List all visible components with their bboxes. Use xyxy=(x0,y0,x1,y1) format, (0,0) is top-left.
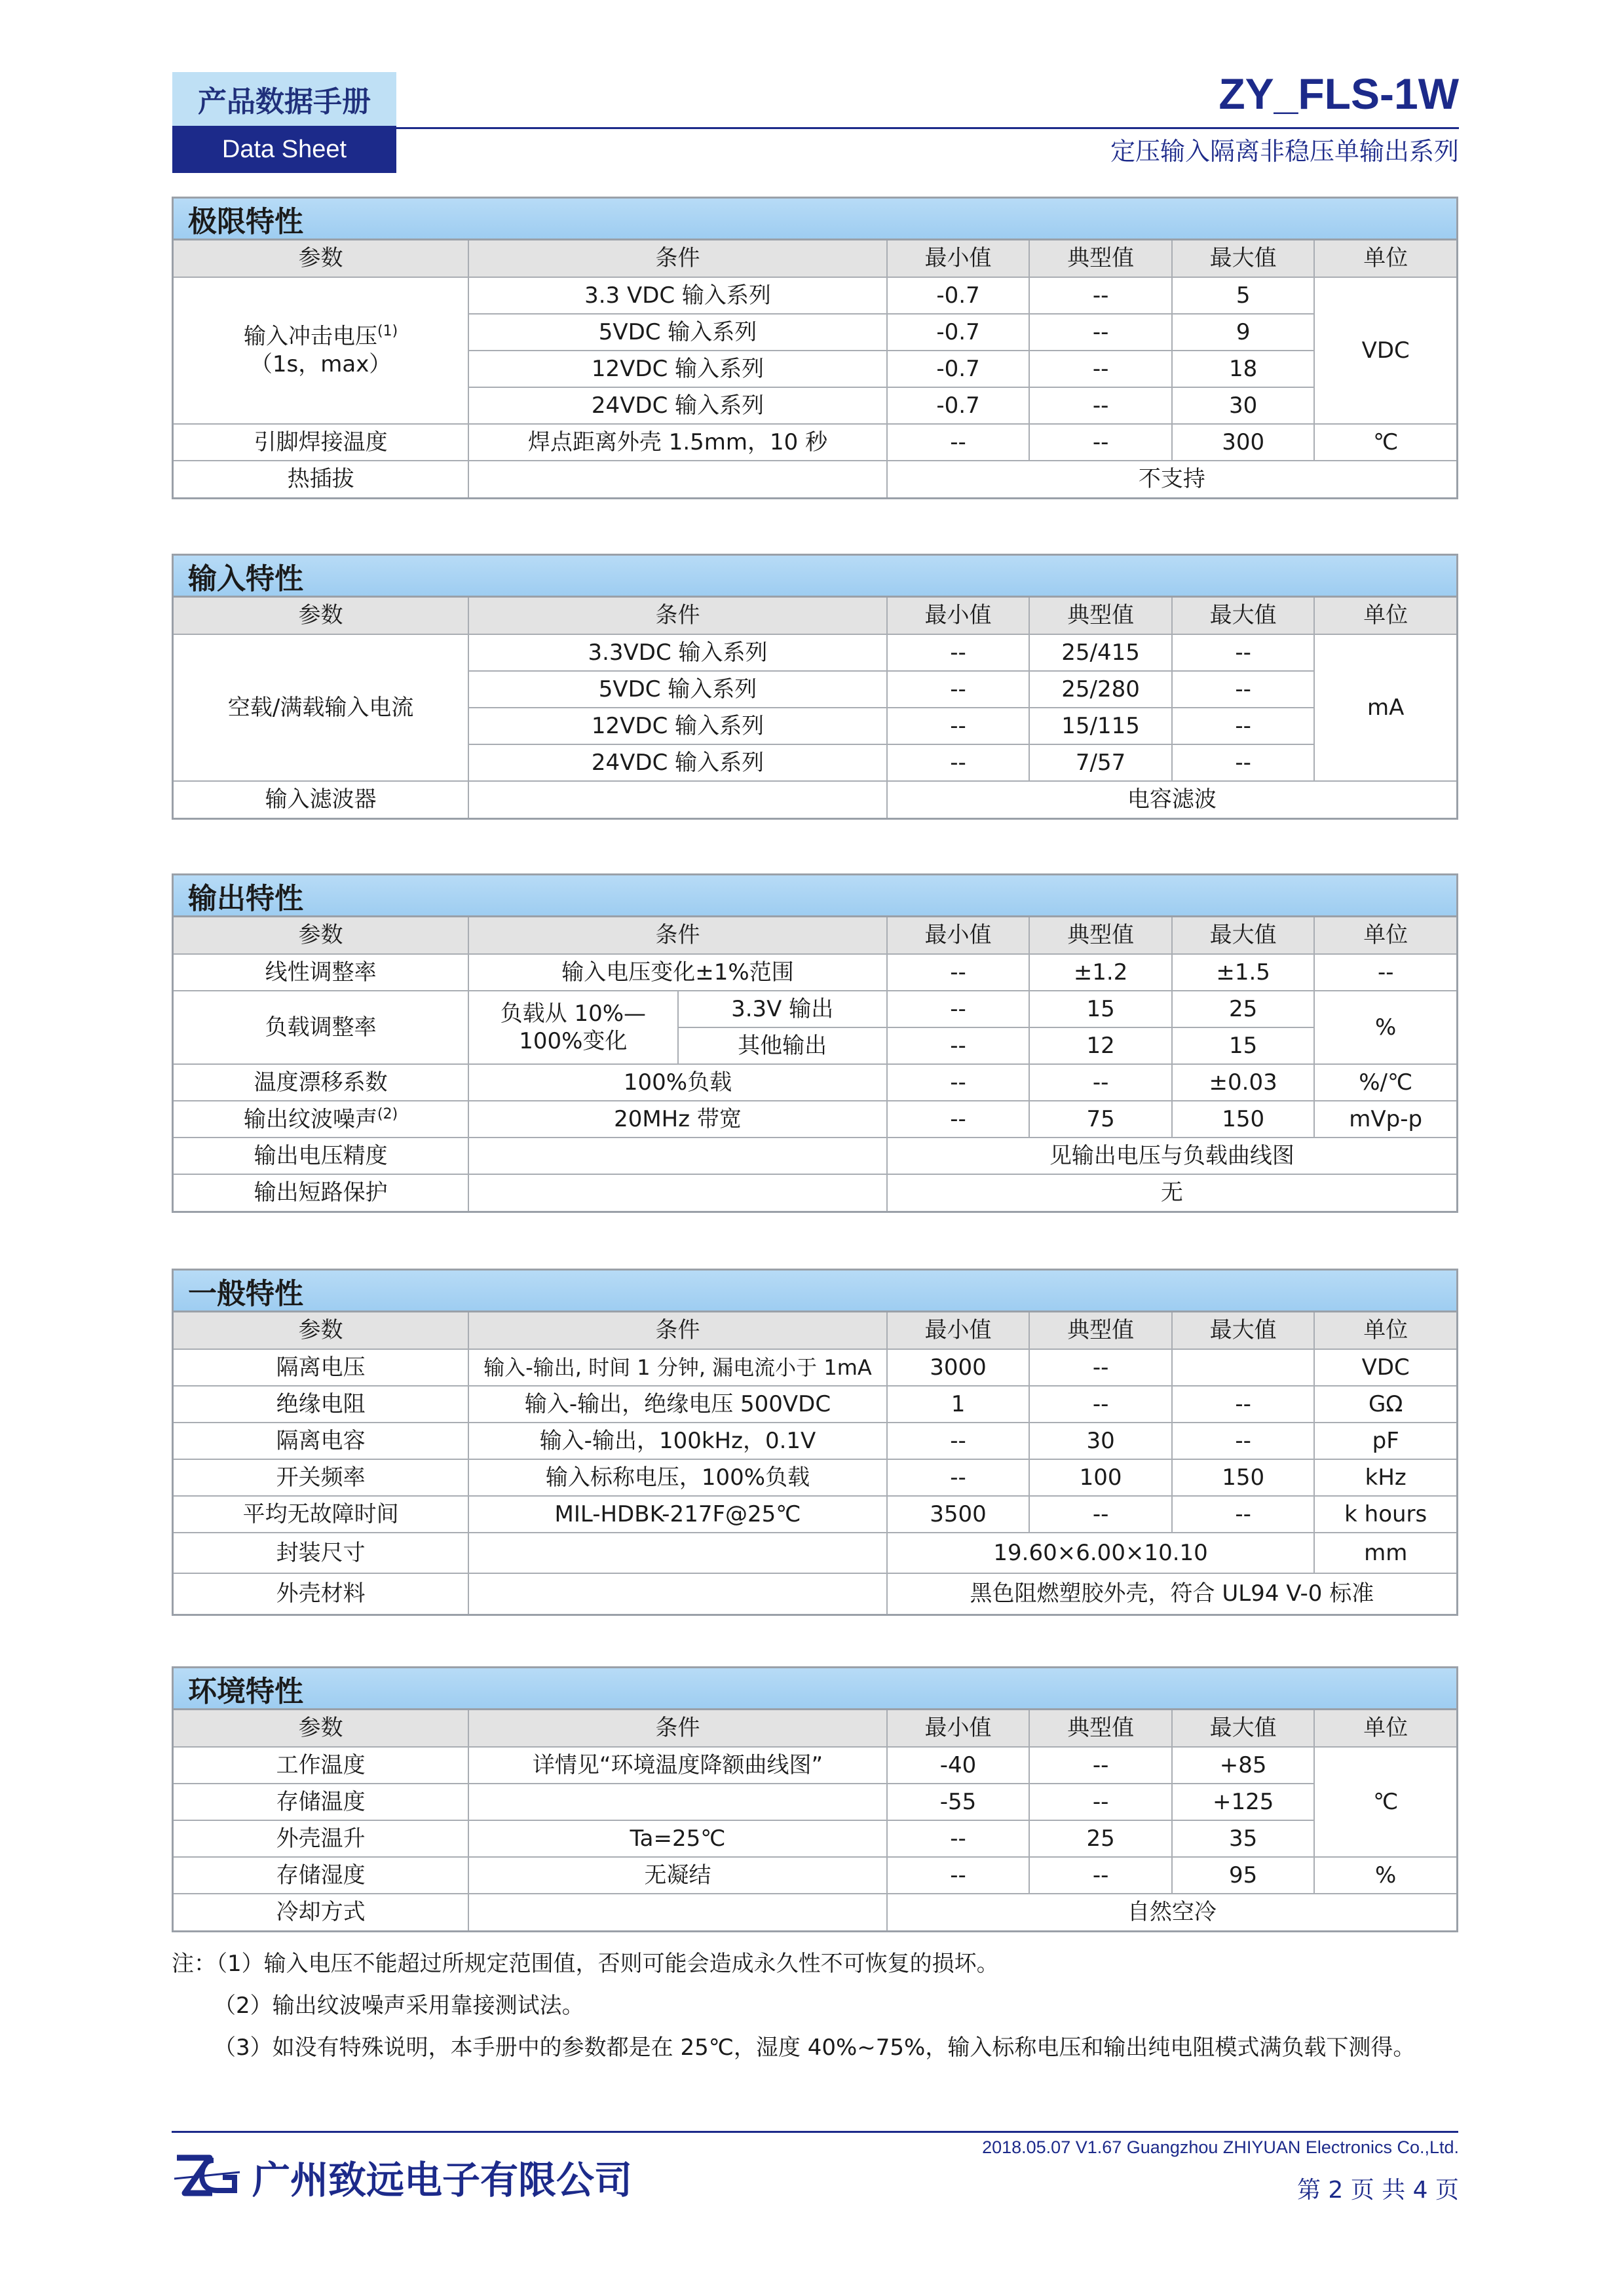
typ-cell: -- xyxy=(1029,424,1172,461)
cond-cell: 20MHz 带宽 xyxy=(468,1101,887,1138)
unit-cell: VDC xyxy=(1314,277,1456,424)
value-cell: 不支持 xyxy=(887,461,1456,497)
col-max: 最大值 xyxy=(1172,240,1315,277)
output-section xyxy=(172,873,1458,1213)
input-table xyxy=(174,598,1456,818)
output-table xyxy=(174,917,1456,1211)
general-table xyxy=(174,1312,1456,1614)
cond-cell: 焊点距离外壳 1.5mm，10 秒 xyxy=(468,424,887,461)
surge-param xyxy=(174,277,468,424)
unit-cell: % xyxy=(1314,1857,1456,1894)
table-row xyxy=(174,781,1456,818)
typ-cell: -- xyxy=(1029,351,1172,387)
col-param: 参数 xyxy=(174,598,468,634)
max-cell: 95 xyxy=(1172,1857,1315,1894)
max-cell: ±1.5 xyxy=(1172,954,1315,991)
unit-cell: -- xyxy=(1314,954,1456,991)
typ-cell: -- xyxy=(1029,1784,1172,1820)
min-cell: -- xyxy=(887,424,1030,461)
param-cell: 输入滤波器 xyxy=(174,781,468,818)
value-cell: 见输出电压与负载曲线图 xyxy=(887,1138,1456,1174)
table-row xyxy=(174,1459,1456,1496)
table-header xyxy=(174,1710,1456,1747)
typ-cell: 75 xyxy=(1029,1101,1172,1138)
col-min: 最小值 xyxy=(887,917,1030,954)
col-typ: 典型值 xyxy=(1029,598,1172,634)
col-cond: 条件 xyxy=(468,1710,887,1747)
col-unit: 单位 xyxy=(1314,1710,1456,1747)
table-row xyxy=(174,1138,1456,1174)
typ-cell: 25/280 xyxy=(1029,671,1172,708)
param-text: （1s，max） xyxy=(250,351,392,378)
footnote-ref: (2) xyxy=(377,1105,398,1122)
cond-cell xyxy=(468,1573,887,1614)
max-cell: 35 xyxy=(1172,1820,1315,1857)
footnote-3: （3）如没有特殊说明，本手册中的参数都是在 25℃，湿度 40%~75%，输入标称电压和输出纯电阻模式满负载下测得。 xyxy=(214,2035,1416,2061)
cond-cell xyxy=(468,1138,887,1174)
min-cell: -- xyxy=(887,991,1030,1027)
table-header xyxy=(174,240,1456,277)
value-cell: 自然空冷 xyxy=(887,1894,1456,1930)
cond-cell: 输入-输出，绝缘电压 500VDC xyxy=(468,1386,887,1423)
section-title: 环境特性 xyxy=(174,1668,1456,1710)
cond-cell: 5VDC 输入系列 xyxy=(468,671,887,708)
col-cond: 条件 xyxy=(468,1312,887,1349)
col-cond: 条件 xyxy=(468,917,887,954)
table-row xyxy=(174,1573,1456,1614)
table-row xyxy=(174,1820,1456,1857)
cond-cell: 输入-输出，100kHz，0.1V xyxy=(468,1423,887,1459)
col-param: 参数 xyxy=(174,1312,468,1349)
unit-cell: VDC xyxy=(1314,1349,1456,1386)
max-cell xyxy=(1172,1349,1315,1386)
value-cell: 无 xyxy=(887,1174,1456,1211)
param-cell: 温度漂移系数 xyxy=(174,1064,468,1101)
col-typ: 典型值 xyxy=(1029,917,1172,954)
max-cell: 25 xyxy=(1172,991,1315,1027)
col-param: 参数 xyxy=(174,1710,468,1747)
min-cell: -0.7 xyxy=(887,277,1030,314)
table-row xyxy=(174,1101,1456,1138)
param-cell: 封装尺寸 xyxy=(174,1533,468,1573)
company-name: 广州致远电子有限公司 xyxy=(252,2158,633,2202)
max-cell: +85 xyxy=(1172,1747,1315,1784)
typ-cell: 15 xyxy=(1029,991,1172,1027)
table-header xyxy=(174,1312,1456,1349)
param-cell: 隔离电容 xyxy=(174,1423,468,1459)
table-row xyxy=(174,1349,1456,1386)
series-subtitle: 定压输入隔离非稳压单输出系列 xyxy=(1110,137,1459,166)
min-cell: -- xyxy=(887,1027,1030,1064)
col-param: 参数 xyxy=(174,917,468,954)
revision-info: 2018.05.07 V1.67 Guangzhou ZHIYUAN Electronics Co.,Ltd. xyxy=(982,2137,1459,2157)
col-typ: 典型值 xyxy=(1029,1312,1172,1349)
max-cell: 30 xyxy=(1172,387,1315,424)
cond-cell: 3.3VDC 输入系列 xyxy=(468,634,887,671)
table-row xyxy=(174,277,1456,314)
datasheet-tag-cn: 产品数据手册 xyxy=(172,72,396,126)
unit-cell: ℃ xyxy=(1314,1747,1456,1857)
unit-cell: %/℃ xyxy=(1314,1064,1456,1101)
unit-cell: mVp-p xyxy=(1314,1101,1456,1138)
unit-cell: mA xyxy=(1314,634,1456,781)
param-cell: 隔离电压 xyxy=(174,1349,468,1386)
param-cell: 平均无故障时间 xyxy=(174,1496,468,1533)
typ-cell: 15/115 xyxy=(1029,708,1172,744)
max-cell: -- xyxy=(1172,708,1315,744)
cond-cell: 100%负载 xyxy=(468,1064,887,1101)
col-min: 最小值 xyxy=(887,598,1030,634)
table-row xyxy=(174,1386,1456,1423)
param-cell: 负载调整率 xyxy=(174,991,468,1064)
max-cell: -- xyxy=(1172,744,1315,781)
cond-cell: 详情见“环境温度降额曲线图” xyxy=(468,1747,887,1784)
table-row xyxy=(174,1064,1456,1101)
typ-cell: -- xyxy=(1029,277,1172,314)
col-unit: 单位 xyxy=(1314,240,1456,277)
min-cell: -- xyxy=(887,1423,1030,1459)
param-cell: 绝缘电阻 xyxy=(174,1386,468,1423)
max-cell: -- xyxy=(1172,634,1315,671)
typ-cell: -- xyxy=(1029,1349,1172,1386)
min-cell: 1 xyxy=(887,1386,1030,1423)
typ-cell: ±1.2 xyxy=(1029,954,1172,991)
col-unit: 单位 xyxy=(1314,598,1456,634)
cond-cell: MIL-HDBK-217F@25℃ xyxy=(468,1496,887,1533)
min-cell: 3500 xyxy=(887,1496,1030,1533)
min-cell: -- xyxy=(887,1459,1030,1496)
param-cell: 存储温度 xyxy=(174,1784,468,1820)
page-number: 第 2 页 共 4 页 xyxy=(1296,2177,1459,2204)
cond-cell: 24VDC 输入系列 xyxy=(468,744,887,781)
min-cell: -55 xyxy=(887,1784,1030,1820)
table-row xyxy=(174,954,1456,991)
max-cell: 9 xyxy=(1172,314,1315,351)
datasheet-tag-en: Data Sheet xyxy=(172,126,396,173)
typ-cell: 12 xyxy=(1029,1027,1172,1064)
param-cell: 输出短路保护 xyxy=(174,1174,468,1211)
col-unit: 单位 xyxy=(1314,917,1456,954)
input-section xyxy=(172,554,1458,820)
cond-cell: 输入-输出, 时间 1 分钟, 漏电流小于 1mA xyxy=(468,1349,887,1386)
col-max: 最大值 xyxy=(1172,1312,1315,1349)
unit-cell: kHz xyxy=(1314,1459,1456,1496)
param-cell: 工作温度 xyxy=(174,1747,468,1784)
typ-cell: -- xyxy=(1029,1747,1172,1784)
max-cell: +125 xyxy=(1172,1784,1315,1820)
section-title: 极限特性 xyxy=(174,199,1456,240)
max-cell: 15 xyxy=(1172,1027,1315,1064)
param-cell: 存储湿度 xyxy=(174,1857,468,1894)
cond-cell xyxy=(468,1533,887,1573)
param-cell: 外壳材料 xyxy=(174,1573,468,1614)
section-title: 输入特性 xyxy=(174,556,1456,598)
cond-cell: 输入电压变化±1%范围 xyxy=(468,954,887,991)
unit-cell: pF xyxy=(1314,1423,1456,1459)
table-row xyxy=(174,1496,1456,1533)
value-cell: 电容滤波 xyxy=(887,781,1456,818)
max-cell: -- xyxy=(1172,1386,1315,1423)
zlg-logo-icon xyxy=(172,2146,244,2205)
min-cell: -0.7 xyxy=(887,314,1030,351)
col-typ: 典型值 xyxy=(1029,240,1172,277)
footer-rule xyxy=(172,2131,1458,2133)
max-cell: ±0.03 xyxy=(1172,1064,1315,1101)
col-min: 最小值 xyxy=(887,1312,1030,1349)
col-min: 最小值 xyxy=(887,240,1030,277)
table-row xyxy=(174,1174,1456,1211)
typ-cell: -- xyxy=(1029,1496,1172,1533)
table-row xyxy=(174,461,1456,497)
max-cell: -- xyxy=(1172,671,1315,708)
general-section xyxy=(172,1269,1458,1616)
limits-table xyxy=(174,240,1456,497)
min-cell: -- xyxy=(887,1064,1030,1101)
environment-section xyxy=(172,1666,1458,1932)
param-cell: 热插拔 xyxy=(174,461,468,497)
min-cell: -- xyxy=(887,634,1030,671)
cond-cell: 24VDC 输入系列 xyxy=(468,387,887,424)
param-cell: 外壳温升 xyxy=(174,1820,468,1857)
min-cell: -- xyxy=(887,1101,1030,1138)
col-min: 最小值 xyxy=(887,1710,1030,1747)
cond-cell xyxy=(468,1174,887,1211)
table-row xyxy=(174,1423,1456,1459)
max-cell: 5 xyxy=(1172,277,1315,314)
min-cell: -40 xyxy=(887,1747,1030,1784)
max-cell: -- xyxy=(1172,1423,1315,1459)
unit-cell: GΩ xyxy=(1314,1386,1456,1423)
min-cell: -0.7 xyxy=(887,387,1030,424)
footnote-1: 注：（1）输入电压不能超过所规定范围值，否则可能会造成永久性不可恢复的损坏。 xyxy=(172,1951,999,1977)
table-row xyxy=(174,634,1456,671)
footnotes xyxy=(172,1943,1458,2069)
min-cell: -- xyxy=(887,954,1030,991)
table-row xyxy=(174,1784,1456,1820)
min-cell: -- xyxy=(887,708,1030,744)
typ-cell: 30 xyxy=(1029,1423,1172,1459)
param-cell: 空载/满载输入电流 xyxy=(174,634,468,781)
param-text: 输出纹波噪声 xyxy=(244,1105,378,1132)
table-row xyxy=(174,424,1456,461)
cond-cell: 5VDC 输入系列 xyxy=(468,314,887,351)
table-row xyxy=(174,1857,1456,1894)
typ-cell: -- xyxy=(1029,387,1172,424)
cond-cell: 12VDC 输入系列 xyxy=(468,351,887,387)
table-row xyxy=(174,1533,1456,1573)
subcond-cell: 3.3V 输出 xyxy=(678,991,887,1027)
min-cell: -- xyxy=(887,671,1030,708)
subcond-cell: 其他输出 xyxy=(678,1027,887,1064)
unit-cell: % xyxy=(1314,991,1456,1064)
col-cond: 条件 xyxy=(468,598,887,634)
typ-cell: 7/57 xyxy=(1029,744,1172,781)
max-cell: -- xyxy=(1172,1496,1315,1533)
cond-cell xyxy=(468,1784,887,1820)
value-cell: 黑色阻燃塑胶外壳，符合 UL94 V-0 标准 xyxy=(887,1573,1456,1614)
cond-cell: 负载从 10%—100%变化 xyxy=(468,991,677,1064)
param-cell: 输出电压精度 xyxy=(174,1138,468,1174)
max-cell: 150 xyxy=(1172,1101,1315,1138)
typ-cell: 25 xyxy=(1029,1820,1172,1857)
col-cond: 条件 xyxy=(468,240,887,277)
min-cell: 3000 xyxy=(887,1349,1030,1386)
max-cell: 150 xyxy=(1172,1459,1315,1496)
max-cell: 18 xyxy=(1172,351,1315,387)
unit-cell: k hours xyxy=(1314,1496,1456,1533)
param-cell: 开关频率 xyxy=(174,1459,468,1496)
table-header xyxy=(174,917,1456,954)
cond-cell xyxy=(468,781,887,818)
cond-cell: 3.3 VDC 输入系列 xyxy=(468,277,887,314)
unit-cell: mm xyxy=(1314,1533,1456,1573)
param-cell: 引脚焊接温度 xyxy=(174,424,468,461)
col-max: 最大值 xyxy=(1172,917,1315,954)
col-typ: 典型值 xyxy=(1029,1710,1172,1747)
typ-cell: -- xyxy=(1029,314,1172,351)
footnote-ref: (1) xyxy=(377,323,398,340)
col-param: 参数 xyxy=(174,240,468,277)
col-unit: 单位 xyxy=(1314,1312,1456,1349)
model-number: ZY_FLS-1W xyxy=(1218,69,1459,118)
max-cell: 300 xyxy=(1172,424,1315,461)
table-row xyxy=(174,1894,1456,1930)
param-cell: 冷却方式 xyxy=(174,1894,468,1930)
typ-cell: -- xyxy=(1029,1386,1172,1423)
value-cell: 19.60×6.00×10.10 xyxy=(887,1533,1315,1573)
table-row xyxy=(174,1747,1456,1784)
table-header xyxy=(174,598,1456,634)
footnote-2: （2）输出纹波噪声采用靠接测试法。 xyxy=(214,1993,584,2019)
param-cell: 线性调整率 xyxy=(174,954,468,991)
cond-cell: 12VDC 输入系列 xyxy=(468,708,887,744)
cond-cell: 无凝结 xyxy=(468,1857,887,1894)
cond-cell: Ta=25℃ xyxy=(468,1820,887,1857)
col-max: 最大值 xyxy=(1172,598,1315,634)
param-cell xyxy=(174,1101,468,1138)
param-text: 输入冲击电压 xyxy=(244,323,378,350)
min-cell: -- xyxy=(887,744,1030,781)
section-title: 输出特性 xyxy=(174,875,1456,917)
cond-cell xyxy=(468,1894,887,1930)
unit-cell: ℃ xyxy=(1314,424,1456,461)
cond-cell xyxy=(468,461,887,497)
min-cell: -- xyxy=(887,1857,1030,1894)
cond-cell: 输入标称电压，100%负载 xyxy=(468,1459,887,1496)
col-max: 最大值 xyxy=(1172,1710,1315,1747)
typ-cell: 25/415 xyxy=(1029,634,1172,671)
section-title: 一般特性 xyxy=(174,1271,1456,1312)
min-cell: -- xyxy=(887,1820,1030,1857)
typ-cell: -- xyxy=(1029,1064,1172,1101)
table-row xyxy=(174,991,1456,1027)
typ-cell: -- xyxy=(1029,1857,1172,1894)
environment-table xyxy=(174,1710,1456,1930)
limits-section xyxy=(172,197,1458,499)
min-cell: -0.7 xyxy=(887,351,1030,387)
typ-cell: 100 xyxy=(1029,1459,1172,1496)
header-rule xyxy=(396,127,1459,129)
